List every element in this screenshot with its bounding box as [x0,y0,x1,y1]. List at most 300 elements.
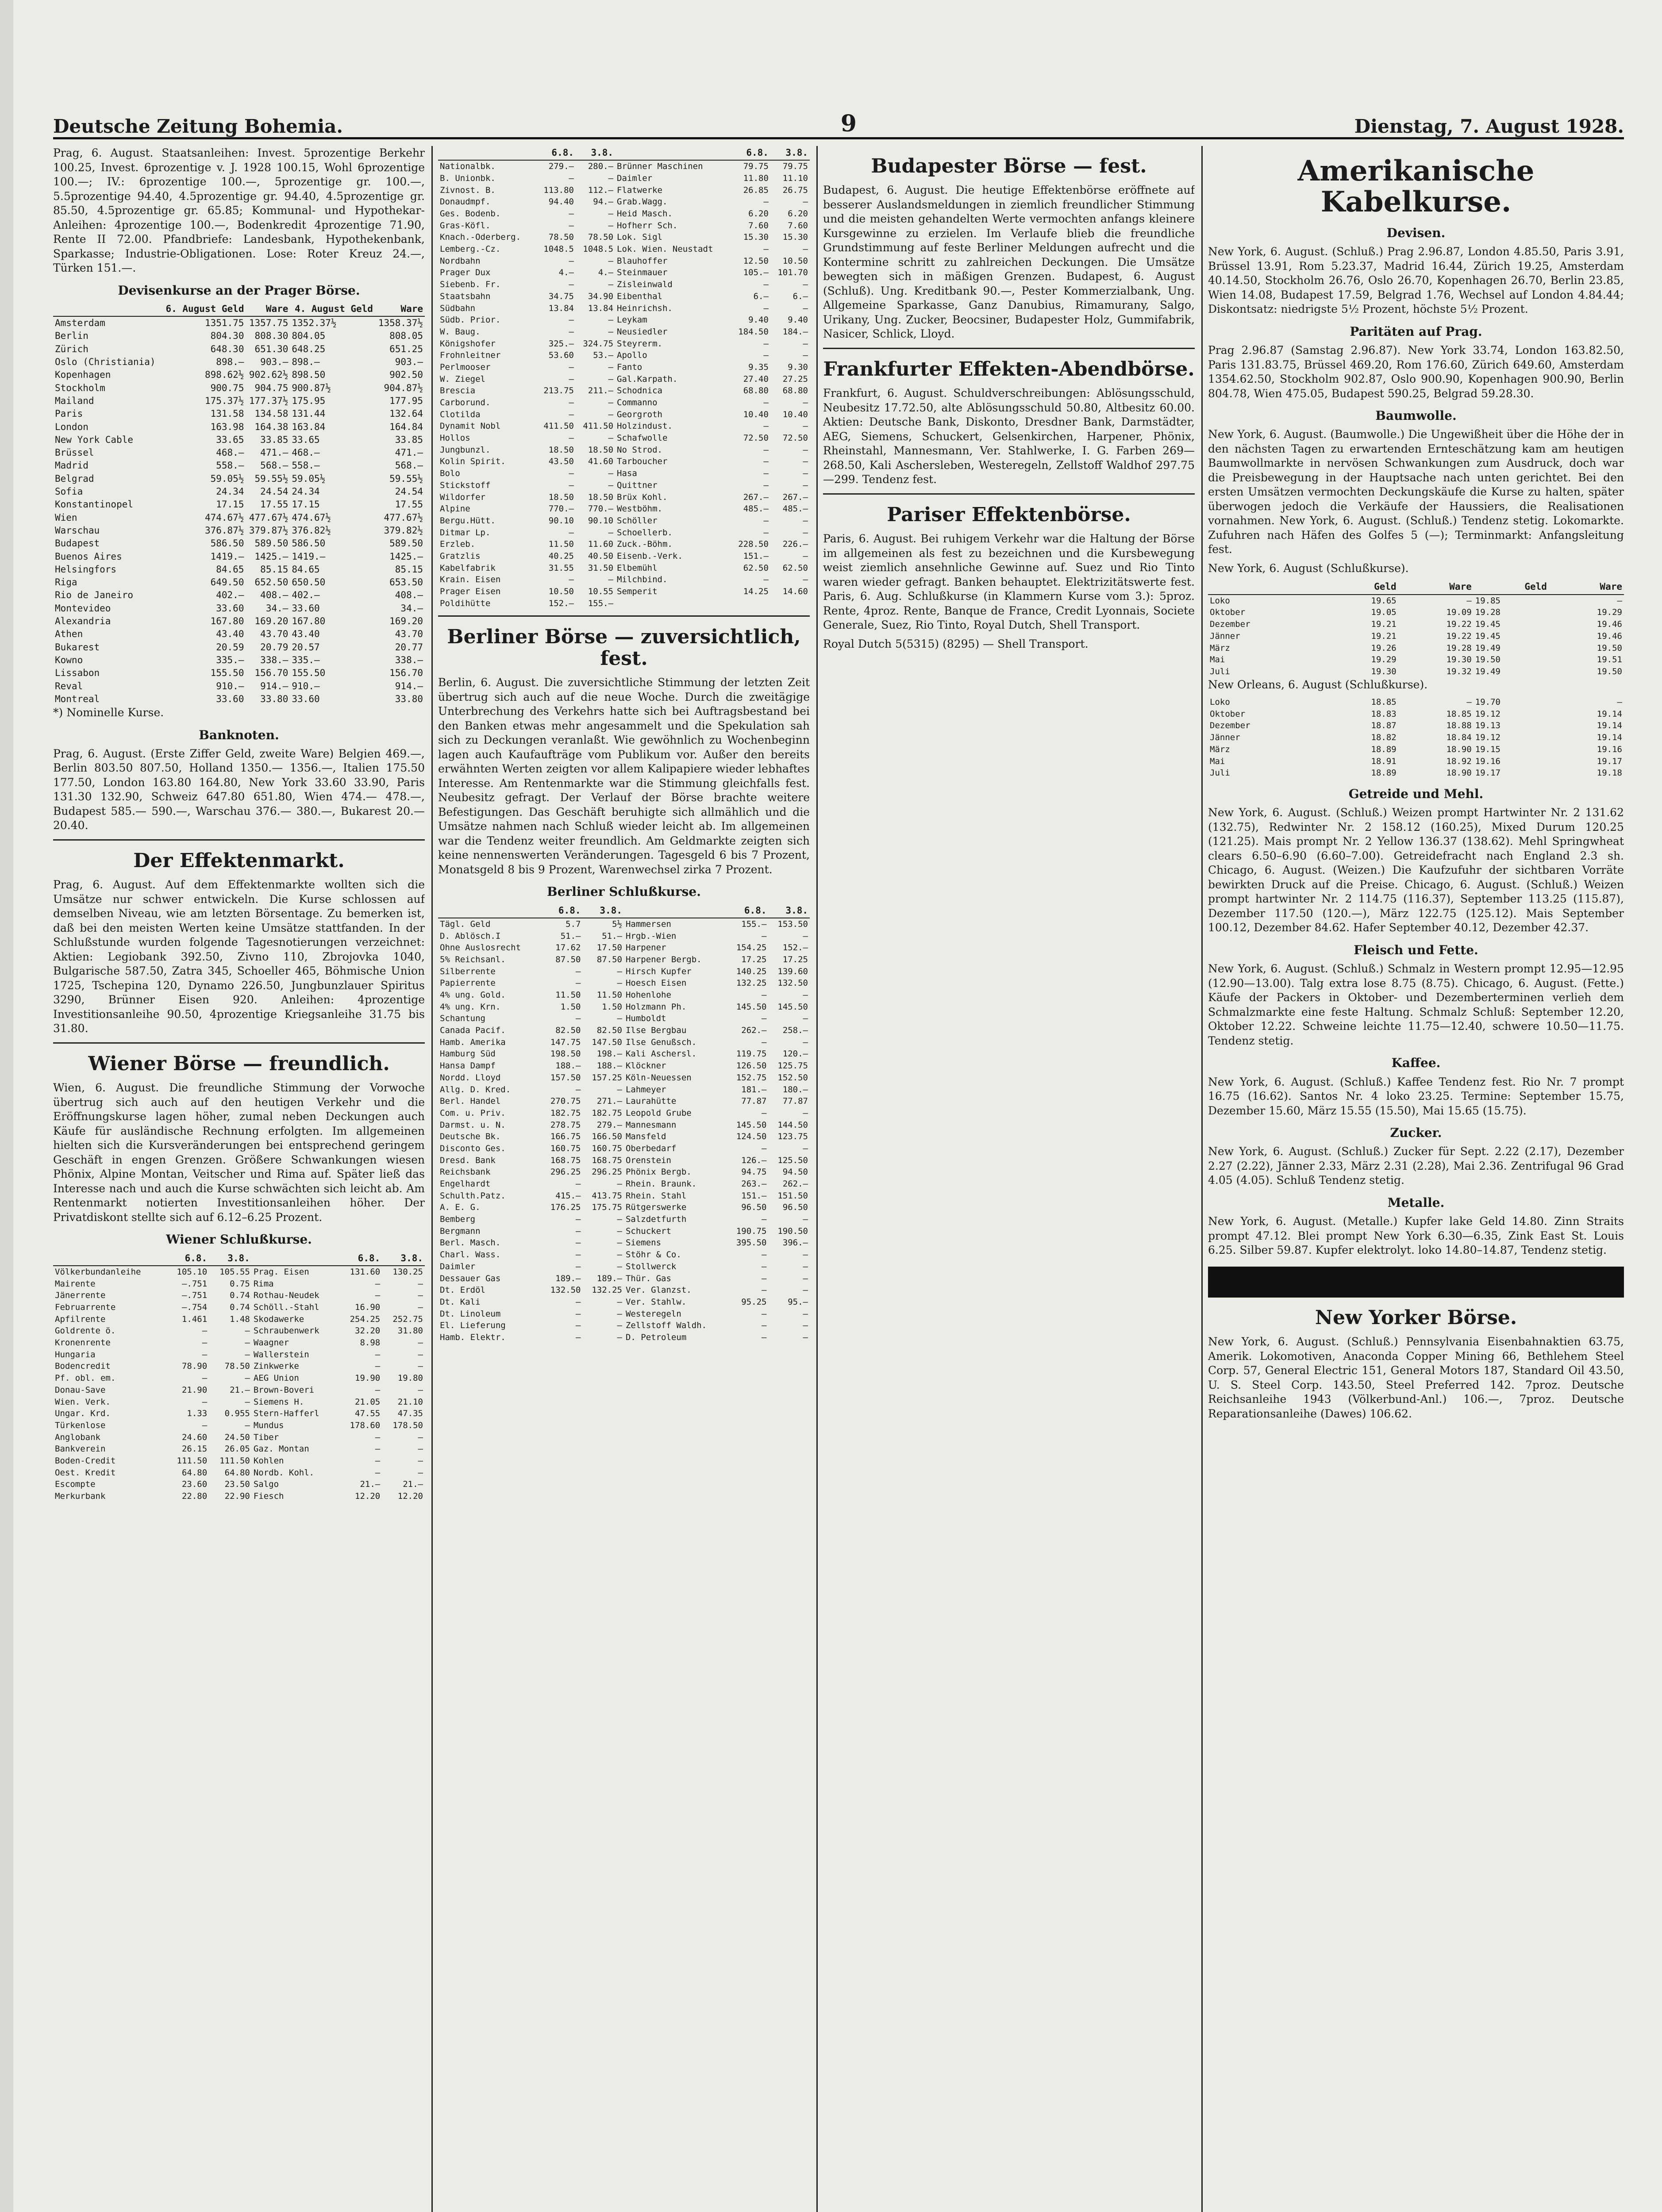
table-cell: 126.— [741,1155,767,1165]
table-row [53,524,425,537]
table-cell: 19.09 [1446,607,1472,618]
table-row [438,1202,810,1214]
divider [53,839,425,841]
table-cell: — [202,1420,208,1430]
table-cell: 19.30 [1446,655,1472,665]
table-cell: 396.— [782,1238,808,1248]
table-row [53,1266,425,1278]
column-4 [1208,146,1624,2212]
table-cell: — [569,575,574,585]
table-cell: Lok. Wien. Neustadt [617,244,713,254]
table-cell: — [576,1332,581,1342]
table-cell: Darmst. u. N. [440,1120,506,1130]
table-row [438,444,810,456]
table-cell: 101.70 [777,268,808,278]
table-cell: 900.87½ [292,382,331,393]
table-cell: — [617,1226,622,1236]
table-cell: 263.— [741,1179,767,1189]
table-cell: — [569,374,574,384]
table-cell: Hamburg Süd [440,1049,496,1059]
zucker-text: New York, 6. August. (Schluß.) Zucker für Sept. 2.22 (2.17), Dezember 2.27 (2.22), Jänner 2.33, März 2.31 (2.28), Mai 2.36. Zentrifugal 96 Grad 4.05 (4.05). Schluß Tendenz stetig. [1208,1145,1624,1187]
table-cell: 11.80 [743,173,769,183]
column-header: 6.8. [731,146,770,160]
table-cell: — [803,244,808,254]
table-row [438,1166,810,1178]
table-row [438,1060,810,1072]
table-cell: — [617,1332,622,1342]
table-cell: Flatwerke [617,185,662,195]
getreide-text: New York, 6. August. (Schluß.) Weizen prompt Hartwinter Nr. 2 131.62 (132.75), Redwinter Nr. 2 158.12 (160.25), Mixed Durum 120.25 (121.25). Mais prompt Nr. 2 Yellow 136.37 (138.62). Mehl Springwheat clears 6.50–6.90 (6.60–7.00). Getreidefracht nach England 2.3 sh. Chicago, 6. August. (Weizen.) Die Kaufzufuhr der sichtbaren Vorräte bewirkten Druck auf die Preise. Chicago, 6. August. (Schluß.) Weizen prompt hartwinter Nr. 2 114.75 (116.37), September 113.25 (115.87), Dezember 117.50 (120.—), März 122.75 (125.12). Mais September 100.12, Dezember 84.62. Hafer September 40.12, Dezember 42.37. [1208,806,1624,934]
table-cell: 6.20 [748,209,769,219]
table-cell: 19.28 [1475,607,1500,618]
table-cell: — [763,350,769,361]
table-cell: 155.— [741,919,767,929]
table-row [53,485,425,498]
table-cell: Dessauer Gas [440,1273,501,1283]
table-row [438,1273,810,1285]
table-row [53,407,425,420]
table-cell: 32.20 [355,1326,381,1336]
table-cell: 648.30 [210,343,244,354]
table-cell: Zuck.-Böhm. [617,539,673,549]
table-cell: Stickstoff [440,480,491,490]
ny-boerse-text: New York, 6. August. (Schluß.) Pennsylvania Eisenbahnaktien 63.75, Amerik. Lokomotiven, Anaconda Copper Mining 66, Bethlehem Steel Corp. 57, General Electric 151, General Motors 187, Standard Oil 43.50, U. S. Steel Corp. 143.50, Steel Preferred 142. 7proz. Deutsche Reichsanleihe 1943 (Völkerbund-Anl.) 106.—, 7proz. Deutsche Reparationsanleihe (Dawes) 106.62. [1208,1335,1624,1420]
table-row [53,395,425,407]
table-row [438,989,810,1001]
table-cell: 17.62 [555,943,581,953]
table-cell: 26.85 [743,185,769,195]
table-cell: A. E. G. [440,1202,481,1213]
table-cell: 18.89 [1371,768,1397,778]
table-cell: Wildorfer [440,492,485,502]
table-cell: Ungar. Krd. [55,1409,111,1419]
table-cell: Krain. Eisen [440,575,501,585]
table-cell: Westeregeln [625,1309,681,1319]
table-cell: 395.50 [736,1238,767,1248]
table-row [53,1455,425,1467]
table-row [53,1325,425,1337]
table-cell: 31.55 [548,563,574,573]
table-cell: — [375,1432,381,1442]
table-cell: 94.50 [782,1167,808,1177]
table-cell: — [803,1285,808,1295]
table-row [438,930,810,942]
table-cell: Hoesch Eisen [625,978,687,988]
table-cell: 19.90 [355,1373,381,1383]
table-cell: 22.80 [181,1491,208,1502]
table-cell: 6.20 [788,209,808,219]
table-cell: 267.— [782,492,808,502]
table-row [53,1372,425,1384]
table-cell: 33.80 [260,693,289,704]
table-cell: — [803,1321,808,1331]
table-cell: 33.85 [395,434,423,445]
table-cell: 1351.75 [204,318,244,329]
table-cell: Hrgb.-Wien [625,931,677,941]
table-cell: 163.98 [210,421,244,432]
table-cell: 19.18 [1597,768,1622,778]
table-cell: Belgrad [55,473,94,484]
table-cell: 180.— [782,1084,808,1094]
table-cell: Gal.Karpath. [617,374,678,384]
table-cell: 19.28 [1446,643,1472,653]
table-cell: 188.— [555,1061,581,1071]
table-cell: 33.60 [216,603,244,614]
table-cell: 21.— [360,1479,381,1490]
table-cell: 64.80 [181,1467,208,1478]
table-row [53,1396,425,1408]
table-cell: — [803,197,808,207]
table-cell: Frohnleitner [440,350,501,361]
table-row [438,1155,810,1167]
no-term-title: New Orleans, 6. August (Schlußkurse). [1208,678,1428,691]
table-cell: Königshofer [440,338,496,349]
table-cell: 902.62½ [249,369,289,380]
table-cell: 126.50 [736,1061,767,1071]
table-cell: — [803,1250,808,1260]
table-cell: 914.— [260,680,289,691]
table-cell: 904.75 [254,382,289,393]
table-row [438,267,810,279]
table-row [1208,708,1624,720]
divider [823,493,1195,495]
table-cell: Stockholm [55,382,105,393]
table-cell: 33.60 [292,603,320,614]
table-cell: Lahmeyer [625,1084,666,1094]
table-cell: 649.50 [210,577,244,588]
table-cell: — [569,527,574,538]
table-cell: 84.65 [292,564,320,575]
table-cell: 474.67½ [292,512,331,523]
table-cell: 338.— [395,654,423,665]
table-row [438,586,810,598]
table-cell: Rhein. Stahl [625,1190,687,1201]
table-cell: — [803,350,808,361]
table-cell: Berl. Masch. [440,1238,501,1248]
table-row [53,563,425,576]
table-cell: Rio de Janeiro [55,590,134,601]
table-cell: 23.60 [181,1479,208,1490]
table-cell: 21.— [403,1479,423,1490]
table-cell: 16.90 [355,1302,381,1313]
table-cell: 653.50 [389,577,423,588]
table-cell: Siemens [625,1238,662,1248]
table-cell: 262.— [741,1025,767,1036]
table-cell: Hammersen [625,919,671,929]
table-cell: 22.90 [224,1491,250,1502]
table-cell: 270.75 [550,1096,581,1106]
table-cell: 19.70 [1475,697,1500,707]
table-row [1208,744,1624,756]
table-cell [731,598,770,610]
table-row [53,1360,425,1372]
table-cell: — [418,1432,423,1442]
table-cell: — [1466,697,1472,707]
table-cell: — [803,421,808,431]
table-cell: Helsingfors [55,564,117,575]
table-cell: Dt. Erdöl [440,1285,485,1295]
table-cell: 324.75 [583,338,614,349]
table-cell: — [569,315,574,325]
table-cell: 804.30 [210,330,244,342]
table-cell: — [245,1326,250,1336]
column-rule [816,146,818,2212]
table-cell: 94.75 [741,1167,767,1177]
table-cell: 189.— [596,1273,622,1283]
table-cell: Hansa Dampf [440,1061,496,1071]
table-cell: — [245,1397,250,1407]
table-cell: Prager Dux [440,268,491,278]
table-cell: März [1210,643,1230,653]
table-cell: 166.50 [592,1132,622,1142]
table-row [438,598,810,610]
table-cell: 1.33 [187,1409,208,1419]
table-cell: 26.75 [782,185,808,195]
table-cell: Kronenrente [55,1338,111,1348]
table-row [438,468,810,480]
column-header: Ware [246,302,290,316]
table-cell: — [762,1285,767,1295]
table-row [53,537,425,550]
table-cell: — [803,280,808,290]
table-cell: — [803,338,808,349]
ny-baumwolle-table [1208,580,1624,677]
table-row [438,1284,810,1296]
table-cell: — [803,575,808,585]
table-cell: Semperit [617,587,658,597]
table-row [438,1249,810,1261]
table-cell: 13.84 [548,303,574,313]
table-row [53,421,425,434]
table-cell: Gras-Köfl. [440,220,491,230]
table-cell: Ilse Genußsch. [625,1037,697,1047]
table-cell: 19.21 [1371,631,1397,641]
table-cell: 132.64 [389,408,423,419]
table-row [1208,642,1624,654]
table-cell: 1.48 [230,1314,250,1324]
table-cell: 903.— [260,357,289,368]
table-cell: —.751 [181,1290,208,1301]
table-cell: 20.79 [260,641,289,653]
berliner-schlusskurse-heading: Berliner Schlußkurse. [547,884,701,899]
table-row [53,369,425,381]
table-cell: Stöhr & Co. [625,1250,681,1260]
table-cell: Boden-Credit [55,1455,116,1466]
table-cell: Oktober [1210,709,1246,719]
table-cell: Berlin [55,330,88,342]
table-cell: — [762,1143,767,1153]
table-cell: Südbahn [440,303,476,313]
table-cell: 18.50 [548,445,574,455]
table-cell: — [763,445,769,455]
table-row [1208,618,1624,630]
table-cell: Georgroth [617,409,662,419]
table-cell: — [803,1108,808,1118]
table-cell: — [608,433,614,443]
table-cell: — [763,280,769,290]
table-cell: 213.75 [543,386,574,396]
table-cell: New York Cable [55,434,134,445]
table-cell: 900.75 [210,382,244,393]
table-cell: Hofherr Sch. [617,220,678,230]
devisen-table [53,302,425,706]
table-cell: Allg. D. Kred. [440,1084,511,1094]
table-cell: — [375,1349,381,1359]
table-cell: 325.— [548,338,574,349]
table-row [1208,630,1624,642]
table-cell: 19.50 [1597,643,1622,653]
table-cell: 155.— [588,598,614,608]
table-cell: Stern-Hafferl [253,1409,319,1419]
table-cell: — [1617,595,1622,606]
table-cell: 408.— [395,590,423,601]
effektenmarkt-heading: Der Effektenmarkt. [133,849,345,872]
table-cell: — [608,575,614,585]
table-cell: 168.75 [592,1155,622,1165]
table-row [53,680,425,693]
table-cell: 24.54 [395,486,423,497]
table-cell: 156.70 [389,668,423,679]
table-row [53,693,425,706]
table-row [438,314,810,326]
table-cell: Schuckert [625,1226,671,1236]
frankfurter-heading: Frankfurter Effekten-Abendbörse. [823,357,1195,380]
table-cell: 17.25 [782,954,808,964]
table-cell: 468.— [292,447,320,458]
wiener-boerse-text: Wien, 6. August. Die freundliche Stimmung der Vorwoche übertrug sich auch auf den heutigen Verkehr und die Eröffnungskurse lagen höher, zumal neben Deckungen auch Käufe für ausländische Rechnung erfolgten. Im allgemeinen hielten sich die Kursveränderungen bei entsprechend geringem Geschäft in engen Grenzen. Größere Schwankungen wiesen Phönix, Alpine Montan, Veitscher und Rima auf. Später ließ das Interesse nach und auch die Kurse schwächten sich leicht ab. Am Rentenmarkt notierten Investitionsanleihen höher. Der Privatdiskont stellte sich auf 6.12–6.25 Prozent. [53,1081,425,1224]
table-cell: Lissabon [55,668,100,679]
table-cell: 43.40 [216,629,244,640]
table-cell: 145.50 [777,1002,808,1012]
table-cell: Steinmauer [617,268,668,278]
table-cell: 4% ung. Gold. [440,990,506,1000]
table-cell: — [245,1420,250,1430]
table-cell: Türkenlose [55,1420,106,1430]
table-cell: Oberbedarf [625,1143,677,1153]
table-cell: D. Petroleum [625,1332,687,1342]
table-cell: Brescia [440,386,476,396]
table-row [438,480,810,492]
table-row [438,373,810,385]
table-cell: 163.84 [292,421,326,432]
getreide-subheading: Getreide und Mehl. [1348,786,1484,801]
table-cell: 1.50 [602,1002,622,1012]
column-header: 3.8. [382,1252,425,1266]
table-cell: 770.— [588,504,614,514]
table-cell: — [418,1349,423,1359]
baumwolle-text: New York, 6. August. (Baumwolle.) Die Ungewißheit über die Höhe der in den nächsten Tagen zu erwartenden Ernteschätzung kam am heutigen Baumwollmarkte in nervösen Schwankungen zum Ausdruck, doch war die Preisbewegung in der Hauptsache nach unten gerichtet. Bei den ersten Umsätzen vermochten Deckungskäufe die Kurse zu halten, später überwogen jedoch die Verkäufe der Haussiers, die Realisationen vornahmen. New York, 6. August. (Schluß.) Tendenz stetig. Lokomarkte. Zufuhren nach Häfen des Golfes 5 (—); Terminmarkt: Anfangsleitung fest. [1208,428,1624,556]
table-cell: Brünner Maschinen [617,161,703,172]
table-cell: 123.75 [777,1132,808,1142]
table-cell: Rima [253,1279,274,1289]
table-cell: 64.80 [224,1467,250,1478]
table-row [438,1037,810,1048]
table-cell: 19.51 [1597,655,1622,665]
table-row [438,550,810,562]
table-cell: Hasa [617,469,637,479]
table-row [438,1308,810,1320]
table-cell: 21.05 [355,1397,381,1407]
table-cell: Loko [1210,697,1230,707]
table-cell: 9.30 [788,362,808,372]
table-cell: 78.90 [181,1361,208,1371]
table-cell: 8.98 [360,1338,381,1348]
table-cell: Donaudmpf. [440,197,491,207]
table-cell: 51.— [602,931,622,941]
frankfurter-text: Frankfurt, 6. August. Schuldverschreibungen: Ablösungsschuld, Neubesitz 17.72.50, alte Ablösungsschuld 50.80, Altbesitz 60.00. Aktien: Deutsche Bank, Diskonto, Dresdner Bank, Darmstädter, AEG, Siemens, Schuckert, Gelsenkirchen, Harpener, Phönix, Rheinstahl, Mannesmann, Ver. Stahlwerke, I. G. Farben 269—268.50, Kali Aschersleben, Westeregeln, Zellstoff Waldhof 297.75—299. Tendenz fest. [823,387,1195,486]
table-cell: — [375,1279,381,1289]
divider [438,615,810,617]
table-cell: 53.60 [548,350,574,361]
table-cell: Eisenb.-Verk. [617,551,683,561]
table-row [53,1467,425,1479]
pariser-heading: Pariser Effektenbörse. [887,503,1131,526]
table-cell: 252.75 [392,1314,423,1324]
table-cell: Hamb. Amerika [440,1037,506,1047]
column-rule [431,146,433,2212]
table-cell: Brüx Kohl. [617,492,668,502]
table-cell: — [608,209,614,219]
table-row [53,1384,425,1396]
table-cell: 152.— [548,598,574,608]
table-cell: 471.— [260,447,289,458]
table-cell: 156.70 [254,668,289,679]
table-row [438,574,810,586]
table-cell: 175.75 [592,1202,622,1213]
table-cell: 18.82 [1371,733,1397,743]
table-cell: 411.50 [583,421,614,431]
table-cell: 254.25 [350,1314,381,1324]
table-cell: 11.60 [588,539,614,549]
table-cell: — [569,280,574,290]
table-cell: 485.— [782,504,808,514]
table-cell: — [1617,697,1622,707]
table-cell: 6.— [793,291,808,301]
table-cell: 18.90 [1446,744,1472,754]
table-cell: Mansfeld [625,1132,666,1142]
table-row [438,1143,810,1155]
table-cell: Com. u. Priv. [440,1108,506,1118]
table-cell: 9.40 [788,315,808,325]
column-header: Ware [1549,580,1624,594]
table-cell: 376.87½ [204,525,244,536]
table-cell: Mairente [55,1279,96,1289]
table-row [1208,720,1624,732]
table-cell: Warschau [55,525,100,536]
table-cell: 147.50 [592,1037,622,1047]
table-cell: — [418,1361,423,1371]
table-cell: Südb. Prior. [440,315,501,325]
table-cell: 19.80 [397,1373,423,1383]
table-cell: 41.60 [588,457,614,467]
banknoten-heading: Banknoten. [199,727,279,742]
table-cell: — [803,1014,808,1024]
table-cell: 90.10 [588,515,614,526]
table-row [53,1432,425,1444]
table-cell: 10.50 [548,587,574,597]
table-row [438,515,810,527]
table-cell: Nordbahn [440,256,481,266]
table-cell: 648.25 [292,343,326,354]
table-cell: — [576,1084,581,1094]
table-cell: 33.60 [292,693,320,704]
table-cell: 19.49 [1475,643,1500,653]
table-cell: Ver. Stahlw. [625,1297,687,1307]
table-cell: — [803,1261,808,1271]
table-cell: 78.50 [224,1361,250,1371]
table-cell: 19.14 [1597,721,1622,731]
table-cell: — [418,1290,423,1301]
